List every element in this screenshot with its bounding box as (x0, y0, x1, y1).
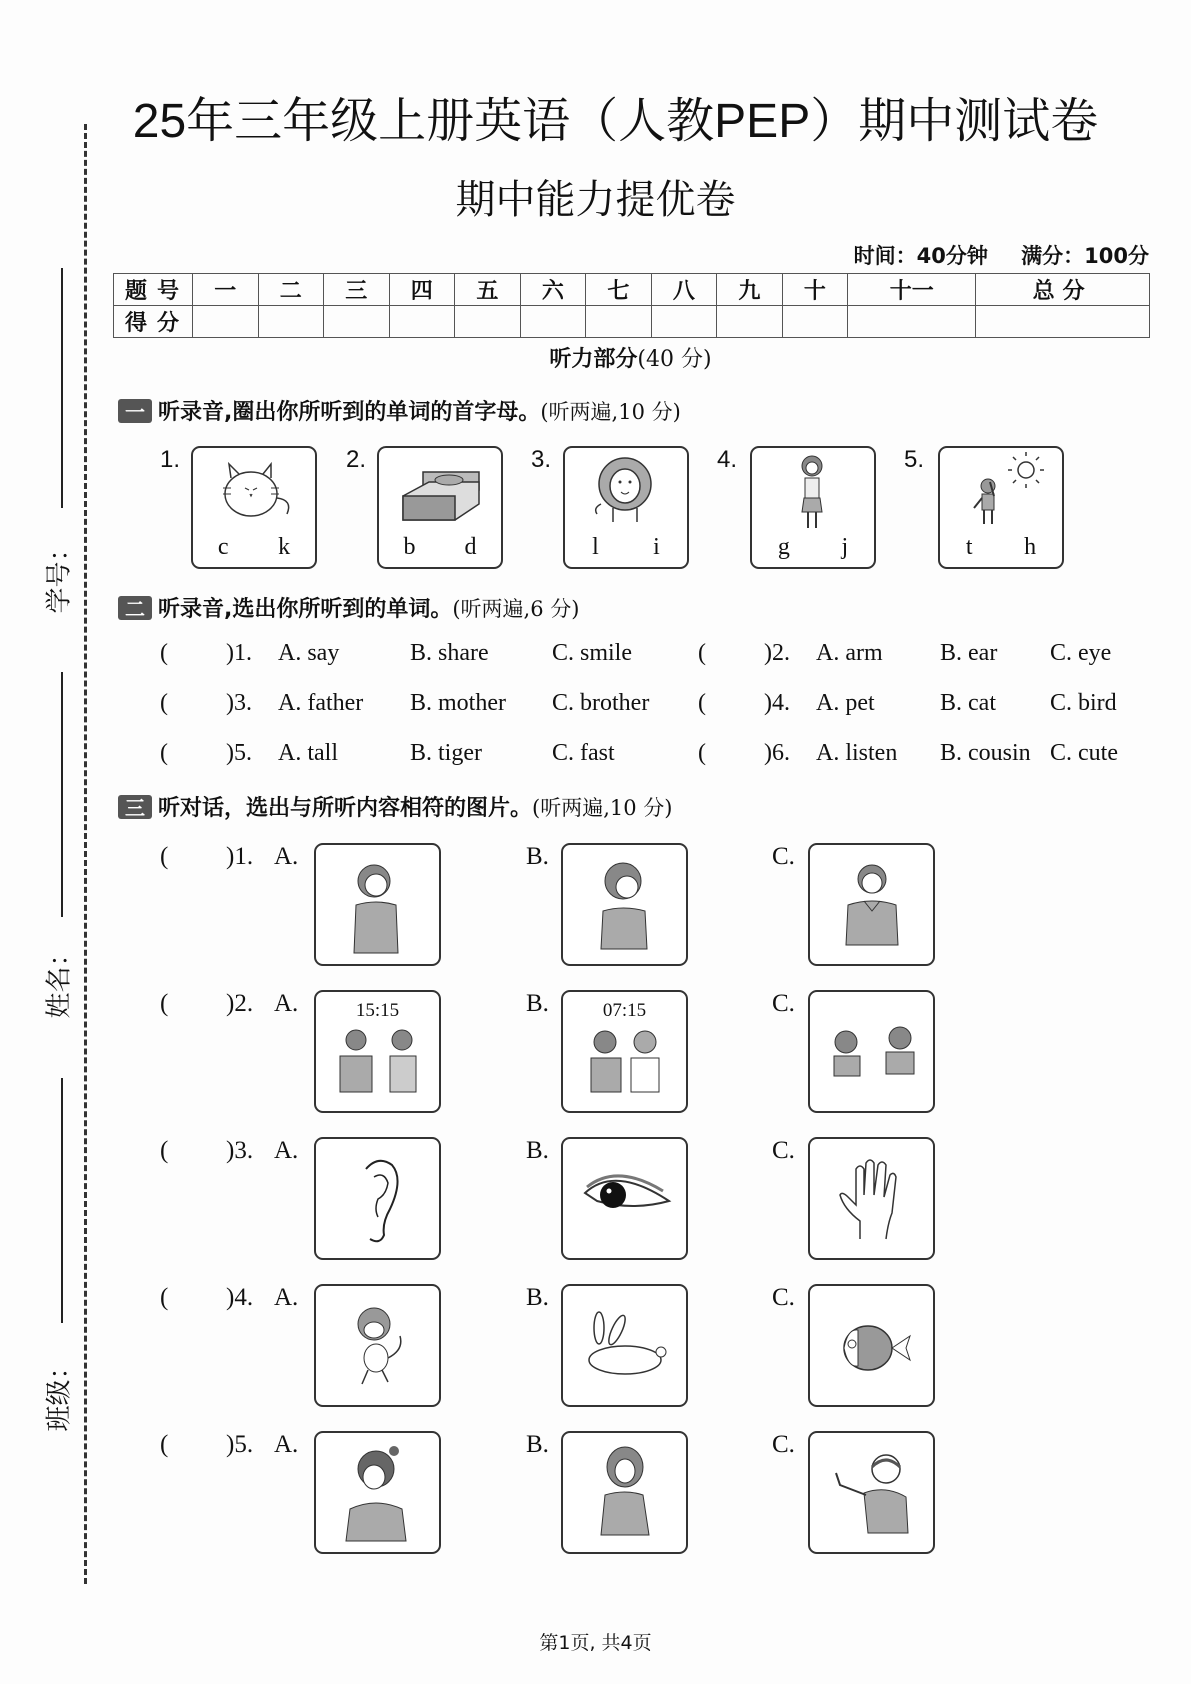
item-number: )2. (226, 990, 254, 1017)
option-b-label: B. (526, 990, 549, 1017)
letter-option[interactable]: i (653, 534, 660, 560)
col-header: 一 (193, 274, 259, 306)
score-label: 得分 (114, 306, 193, 338)
section-number-badge: 一 (118, 399, 152, 423)
item-number: )1. (226, 640, 252, 666)
two-boys-waving-icon (563, 1022, 686, 1102)
score-cell[interactable] (389, 306, 455, 338)
score-table (113, 273, 1150, 338)
letter-option[interactable]: d (464, 534, 477, 560)
item-number: )4. (226, 1284, 254, 1311)
s1-item-number: 5. (904, 446, 925, 473)
option-b-label: B. (526, 1284, 549, 1311)
letter-option[interactable]: c (217, 534, 229, 560)
two-boys-phones-icon (810, 992, 933, 1111)
col-header: 六 (520, 274, 586, 306)
clock-time: 15:15 (355, 1000, 400, 1021)
s1-item-number: 1. (160, 446, 181, 473)
col-header: 十 (782, 274, 848, 306)
section1-heading (118, 395, 681, 426)
col-header: 三 (324, 274, 390, 306)
score-cell[interactable] (848, 306, 976, 338)
student-id-label: 学号： (44, 535, 75, 614)
option-b: B. share (410, 640, 489, 666)
listening-part-title: 听力部分 (549, 347, 638, 372)
option-b: B. ear (940, 640, 998, 666)
col-header: 四 (389, 274, 455, 306)
clock-time: 07:15 (602, 1000, 647, 1021)
option-b-picture[interactable] (561, 843, 688, 966)
section-number-badge: 三 (118, 795, 152, 819)
s1-item-number: 4. (717, 446, 738, 473)
option-c: C. fast (552, 740, 615, 766)
score-cell[interactable] (976, 306, 1150, 338)
eye-icon (563, 1139, 686, 1258)
name-blank[interactable] (61, 672, 63, 917)
option-a-picture[interactable] (314, 990, 441, 1113)
ear-icon (316, 1139, 439, 1258)
hand-icon (810, 1139, 933, 1258)
monkey-icon (316, 1286, 439, 1405)
s1-picture-card[interactable] (377, 446, 503, 569)
option-b: B. mother (410, 690, 506, 716)
answer-blank[interactable]: ( (698, 690, 706, 716)
grandmother-icon (563, 1433, 686, 1552)
question-number-label: 题号 (114, 274, 193, 306)
score-cell[interactable] (717, 306, 783, 338)
option-c-label: C. (772, 1284, 795, 1311)
col-header: 八 (651, 274, 717, 306)
option-a-picture[interactable] (314, 1284, 441, 1407)
letter-option[interactable]: b (403, 534, 416, 560)
girl-icon (752, 448, 874, 534)
full-score: 满分：100分 (1021, 244, 1149, 268)
option-c-label: C. (772, 1137, 795, 1164)
col-header: 九 (717, 274, 783, 306)
class-blank[interactable] (61, 1078, 63, 1323)
score-cell[interactable] (258, 306, 324, 338)
col-header: 二 (258, 274, 324, 306)
rabbit-icon (563, 1286, 686, 1405)
answer-blank[interactable]: ( (160, 640, 168, 666)
option-b-label: B. (526, 1137, 549, 1164)
name-label: 姓名： (44, 940, 75, 1019)
col-header: 七 (586, 274, 652, 306)
option-a-label: A. (274, 843, 299, 870)
section2-points: (听两遍,6 分) (452, 596, 580, 621)
score-cell[interactable] (520, 306, 586, 338)
letter-choices (193, 534, 315, 561)
score-cell[interactable] (324, 306, 390, 338)
option-a: A. say (278, 640, 340, 666)
col-header: 十一 (848, 274, 976, 306)
option-a-label: A. (274, 1137, 299, 1164)
answer-blank[interactable]: ( (160, 1431, 169, 1458)
answer-blank[interactable]: ( (698, 740, 706, 766)
item-number: )5. (226, 740, 252, 766)
option-c: C. brother (552, 690, 650, 716)
score-table-score-row (114, 306, 1150, 338)
section3-points: (听两遍,10 分) (532, 795, 673, 820)
option-c: C. eye (1050, 640, 1112, 666)
section1-points: (听两遍,10 分) (540, 399, 681, 424)
s1-picture-card[interactable] (938, 446, 1064, 569)
student-id-blank[interactable] (61, 268, 63, 508)
s1-picture-card[interactable] (191, 446, 317, 569)
option-a-picture[interactable] (314, 1137, 441, 1260)
s1-item-number: 2. (346, 446, 367, 473)
col-header: 总分 (976, 274, 1150, 306)
section2-instruction: 听录音,选出你所听到的单词。 (158, 597, 453, 622)
bed-icon (379, 448, 501, 528)
section-number-badge: 二 (118, 596, 152, 620)
option-c-picture[interactable] (808, 990, 935, 1113)
section3-instruction: 听对话，选出与所听内容相符的图片。 (158, 796, 533, 821)
score-cell[interactable] (455, 306, 521, 338)
section3-heading (118, 791, 672, 822)
young-woman-icon (316, 1433, 439, 1552)
item-number: )6. (764, 740, 790, 766)
option-c-label: C. (772, 843, 795, 870)
item-number: )1. (226, 843, 254, 870)
letter-choices (379, 534, 501, 561)
score-cell[interactable] (782, 306, 848, 338)
letter-choices (752, 534, 874, 561)
letter-option[interactable]: g (777, 534, 790, 560)
answer-blank[interactable]: ( (160, 843, 169, 870)
option-b: B. cousin (940, 740, 1031, 766)
exam-meta (828, 240, 1149, 270)
answer-blank[interactable]: ( (698, 640, 706, 666)
letter-option[interactable]: l (592, 534, 599, 560)
answer-blank[interactable]: ( (160, 740, 168, 766)
time-limit: 时间：40分钟 (853, 244, 988, 268)
item-number: )3. (226, 1137, 254, 1164)
item-number: )2. (764, 640, 790, 666)
letter-choices (940, 534, 1062, 561)
option-a-picture[interactable] (314, 1431, 441, 1554)
answer-blank[interactable]: ( (160, 690, 168, 716)
option-a-label: A. (274, 990, 299, 1017)
col-header: 五 (455, 274, 521, 306)
option-c: C. cute (1050, 740, 1118, 766)
fish-icon (810, 1286, 933, 1405)
girl-waving-icon (316, 845, 439, 964)
s1-picture-card[interactable] (750, 446, 876, 569)
item-number: )4. (764, 690, 790, 716)
option-b-picture[interactable] (561, 990, 688, 1113)
girl-pointing-icon (563, 845, 686, 964)
option-a-label: A. (274, 1431, 299, 1458)
option-b: B. tiger (410, 740, 482, 766)
item-number: )5. (226, 1431, 254, 1458)
answer-blank[interactable]: ( (160, 1284, 169, 1311)
letter-option[interactable]: t (965, 534, 973, 560)
option-b-picture[interactable] (561, 1284, 688, 1407)
hot-sun-icon (940, 448, 1062, 534)
s1-item-number: 3. (531, 446, 552, 473)
option-a: A. tall (278, 740, 338, 766)
listening-part-heading (0, 342, 1191, 373)
class-label: 班级： (44, 1353, 75, 1432)
option-c-picture[interactable] (808, 1137, 935, 1260)
option-a-picture[interactable] (314, 843, 441, 966)
option-c-label: C. (772, 1431, 795, 1458)
page-number: 第1页, 共4页 (539, 1632, 652, 1654)
option-a: A. father (278, 690, 364, 716)
option-b-label: B. (526, 1431, 549, 1458)
section1-instruction: 听录音,圈出你所听到的单词的首字母。 (158, 400, 541, 425)
option-b-picture[interactable] (561, 1137, 688, 1260)
letter-choices (565, 534, 687, 561)
option-a: A. pet (816, 690, 875, 716)
s1-picture-card[interactable] (563, 446, 689, 569)
letter-option[interactable]: h (1024, 534, 1037, 560)
score-cell[interactable] (651, 306, 717, 338)
answer-blank[interactable]: ( (160, 1137, 169, 1164)
option-c-label: C. (772, 990, 795, 1017)
letter-option[interactable]: j (841, 534, 849, 560)
lion-icon (565, 448, 687, 528)
section2-heading (118, 592, 579, 623)
score-cell[interactable] (193, 306, 259, 338)
option-b-label: B. (526, 843, 549, 870)
page-title: 25年三年级上册英语（人教PEP）期中测试卷 (132, 95, 1099, 148)
option-b: B. cat (940, 690, 996, 716)
option-a-label: A. (274, 1284, 299, 1311)
score-table-header-row (114, 274, 1150, 306)
option-c: C. bird (1050, 690, 1117, 716)
score-cell[interactable] (586, 306, 652, 338)
cat-icon (193, 448, 315, 528)
option-c-picture[interactable] (808, 1284, 935, 1407)
option-a: A. arm (816, 640, 883, 666)
page-subtitle: 期中能力提优卷 (455, 177, 736, 223)
letter-option[interactable]: k (278, 534, 291, 560)
option-c-picture[interactable] (808, 843, 935, 966)
answer-blank[interactable]: ( (160, 990, 169, 1017)
grandfather-icon (810, 1433, 933, 1552)
item-number: )3. (226, 690, 252, 716)
listening-part-points: (40 分) (637, 347, 712, 372)
option-b-picture[interactable] (561, 1431, 688, 1554)
option-c-picture[interactable] (808, 1431, 935, 1554)
option-a: A. listen (816, 740, 898, 766)
option-c: C. smile (552, 640, 633, 666)
boy-sweater-icon (810, 845, 933, 964)
two-people-greeting-icon (316, 1022, 439, 1102)
